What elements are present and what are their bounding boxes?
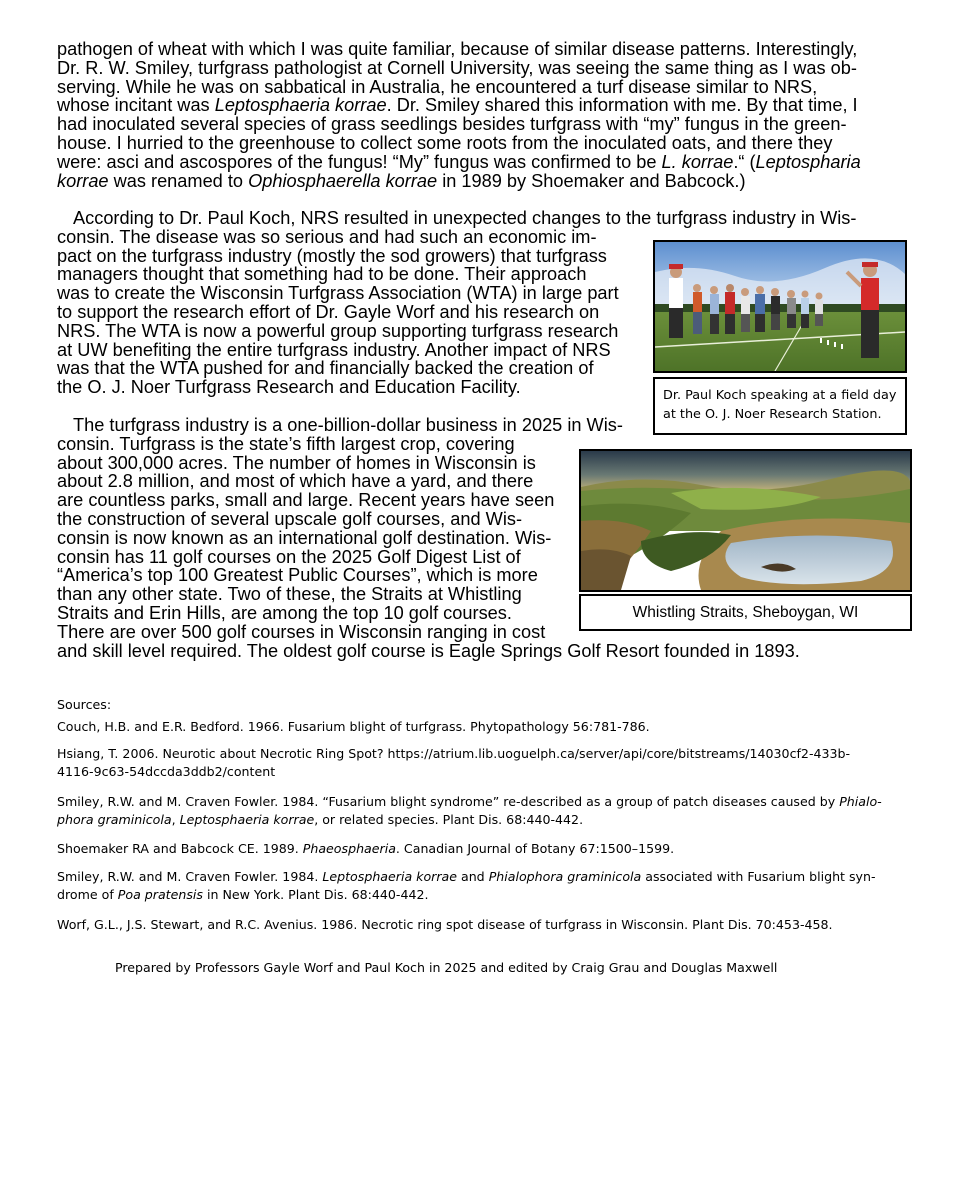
para2-line-9: was that the WTA pushed for and financially backed the creation of: [57, 358, 594, 379]
para3-line-10: than any other state. Two of these, the Straits at Whistling: [57, 584, 522, 605]
para3-line-6: the construction of several upscale golf courses, and Wis-: [57, 508, 523, 529]
source-entry: Smiley, R.W. and M. Craven Fowler. 1984. Leptosphaeria korrae and Phialophora graminicola associated with Fusarium blight syn- drome of Poa pratensis in New York. Plant Dis. 68:440-442.: [57, 869, 876, 902]
para2-line-2: consin. The disease was so serious and had such an economic im-: [57, 226, 597, 247]
para2-line-7: NRS. The WTA is now a powerful group supporting turfgrass research: [57, 320, 619, 341]
species-name: Leptosphaeria korrae: [214, 95, 387, 116]
para2-line-4: managers thought that something had to be done. Their approach: [57, 264, 587, 285]
para1-line-6: house. I hurried to the greenhouse to collect some roots from the inoculated oats, and there they: [57, 132, 833, 153]
para2-line-6: to support the research effort of Dr. Gayle Worf and his research on: [57, 301, 600, 322]
para3-line-1: The turfgrass industry is a one-billion-dollar business in 2025 in Wis-: [73, 415, 623, 435]
para3-line-8: consin has 11 golf courses on the 2025 Golf Digest List of: [57, 546, 521, 567]
field-day-photo: [653, 240, 907, 373]
whistling-straits-caption: [579, 594, 912, 631]
paragraph-1: [57, 40, 907, 190]
para1-line-4: whose incitant was Leptosphaeria korrae. Dr. Smiley shared this information with me. By that time, I: [57, 95, 858, 116]
para2-line-8: at UW benefiting the entire turfgrass industry. Another impact of NRS: [57, 339, 611, 360]
field-day-illustration: [655, 242, 905, 371]
para2-line-10: the O. J. Noer Turfgrass Research and Education Facility.: [57, 377, 521, 398]
source-entry: Smiley, R.W. and M. Craven Fowler. 1984. “Fusarium blight syndrome” re-described as a group of patch diseases caused by Phialo- phora graminicola, Leptosphaeria korrae, or related species. Plant Dis. 68:440-442.: [57, 794, 882, 827]
sources-heading: Sources:: [57, 697, 112, 712]
para3-line-3: about 300,000 acres. The number of homes in Wisconsin is: [57, 452, 536, 473]
source-entry: Couch, H.B. and E.R. Bedford. 1966. Fusarium blight of turfgrass. Phytopathology 56:781-786.: [57, 719, 650, 734]
prepared-by-credit: Prepared by Professors Gayle Worf and Paul Koch in 2025 and edited by Craig Grau and Douglas Maxwell: [115, 960, 778, 975]
caption-line-2: at the O. J. Noer Research Station.: [663, 406, 882, 422]
source-entry: Shoemaker RA and Babcock CE. 1989. Phaeosphaeria. Canadian Journal of Botany 67:1500–1599.: [57, 841, 675, 856]
para3-line-4: about 2.8 million, and most of which have a yard, and there: [57, 471, 534, 492]
para2-line-5: was to create the Wisconsin Turfgrass Association (WTA) in large part: [57, 283, 619, 304]
para2-line-1: According to Dr. Paul Koch, NRS resulted in unexpected changes to the turfgrass industry in Wis-: [73, 208, 857, 228]
para1-line-1: pathogen of wheat with which I was quite familiar, because of similar disease patterns. Interestingly,: [57, 39, 858, 59]
species-name: Leptospharia: [755, 151, 861, 172]
para1-line-2: Dr. R. W. Smiley, turfgrass pathologist at Cornell University, was seeing the same thing as I was ob-: [57, 57, 857, 78]
species-name: korrae: [57, 170, 109, 191]
para1-line-7: were: asci and ascospores of the fungus! “My” fungus was confirmed to be L. korrae.“ (Leptospharia: [57, 151, 861, 172]
para2-line-3: pact on the turfgrass industry (mostly the sod growers) that turfgrass: [57, 245, 607, 266]
species-name: L. korrae: [661, 151, 734, 172]
para1-line-8: korrae was renamed to Ophiosphaerella korrae in 1989 by Shoemaker and Babcock.): [57, 170, 746, 191]
para1-line-3: serving. While he was on sabbatical in Australia, he encountered a turf disease similar to NRS,: [57, 76, 818, 97]
para3-line-13: and skill level required. The oldest golf course is Eagle Springs Golf Resort founded in 1893.: [57, 640, 800, 661]
para1-line-5: had inoculated several species of grass seedlings besides turfgrass with “my” fungus in the green-: [57, 114, 847, 135]
caption-line-1: Dr. Paul Koch speaking at a field day: [663, 388, 897, 403]
species-name: Ophiosphaerella korrae: [248, 170, 438, 191]
para3-line-11: Straits and Erin Hills, are among the top 10 golf courses.: [57, 602, 512, 623]
para3-line-7: consin is now known as an international golf destination. Wis-: [57, 527, 552, 548]
para3-line-5: are countless parks, small and large. Recent years have seen: [57, 490, 555, 511]
para3-line-9: “America’s top 100 Greatest Public Courses”, which is more: [57, 565, 538, 586]
source-entry: Hsiang, T. 2006. Neurotic about Necrotic Ring Spot? https://atrium.lib.uoguelph.ca/server/api/core/bitstreams/14030cf2-433b- 4116-9c63-54dccda3ddb2/content: [57, 746, 851, 779]
para3-line-2: consin. Turfgrass is the state’s fifth largest crop, covering: [57, 433, 515, 454]
para3-line-12: There are over 500 golf courses in Wisconsin ranging in cost: [57, 621, 546, 642]
caption-text: Whistling Straits, Sheboygan, WI: [632, 604, 859, 621]
source-entry: Worf, G.L., J.S. Stewart, and R.C. Avenius. 1986. Necrotic ring spot disease of turfgrass in Wisconsin. Plant Dis. 70:453-458.: [57, 917, 833, 932]
golf-course-illustration: [581, 451, 910, 590]
whistling-straits-photo: [579, 449, 912, 592]
